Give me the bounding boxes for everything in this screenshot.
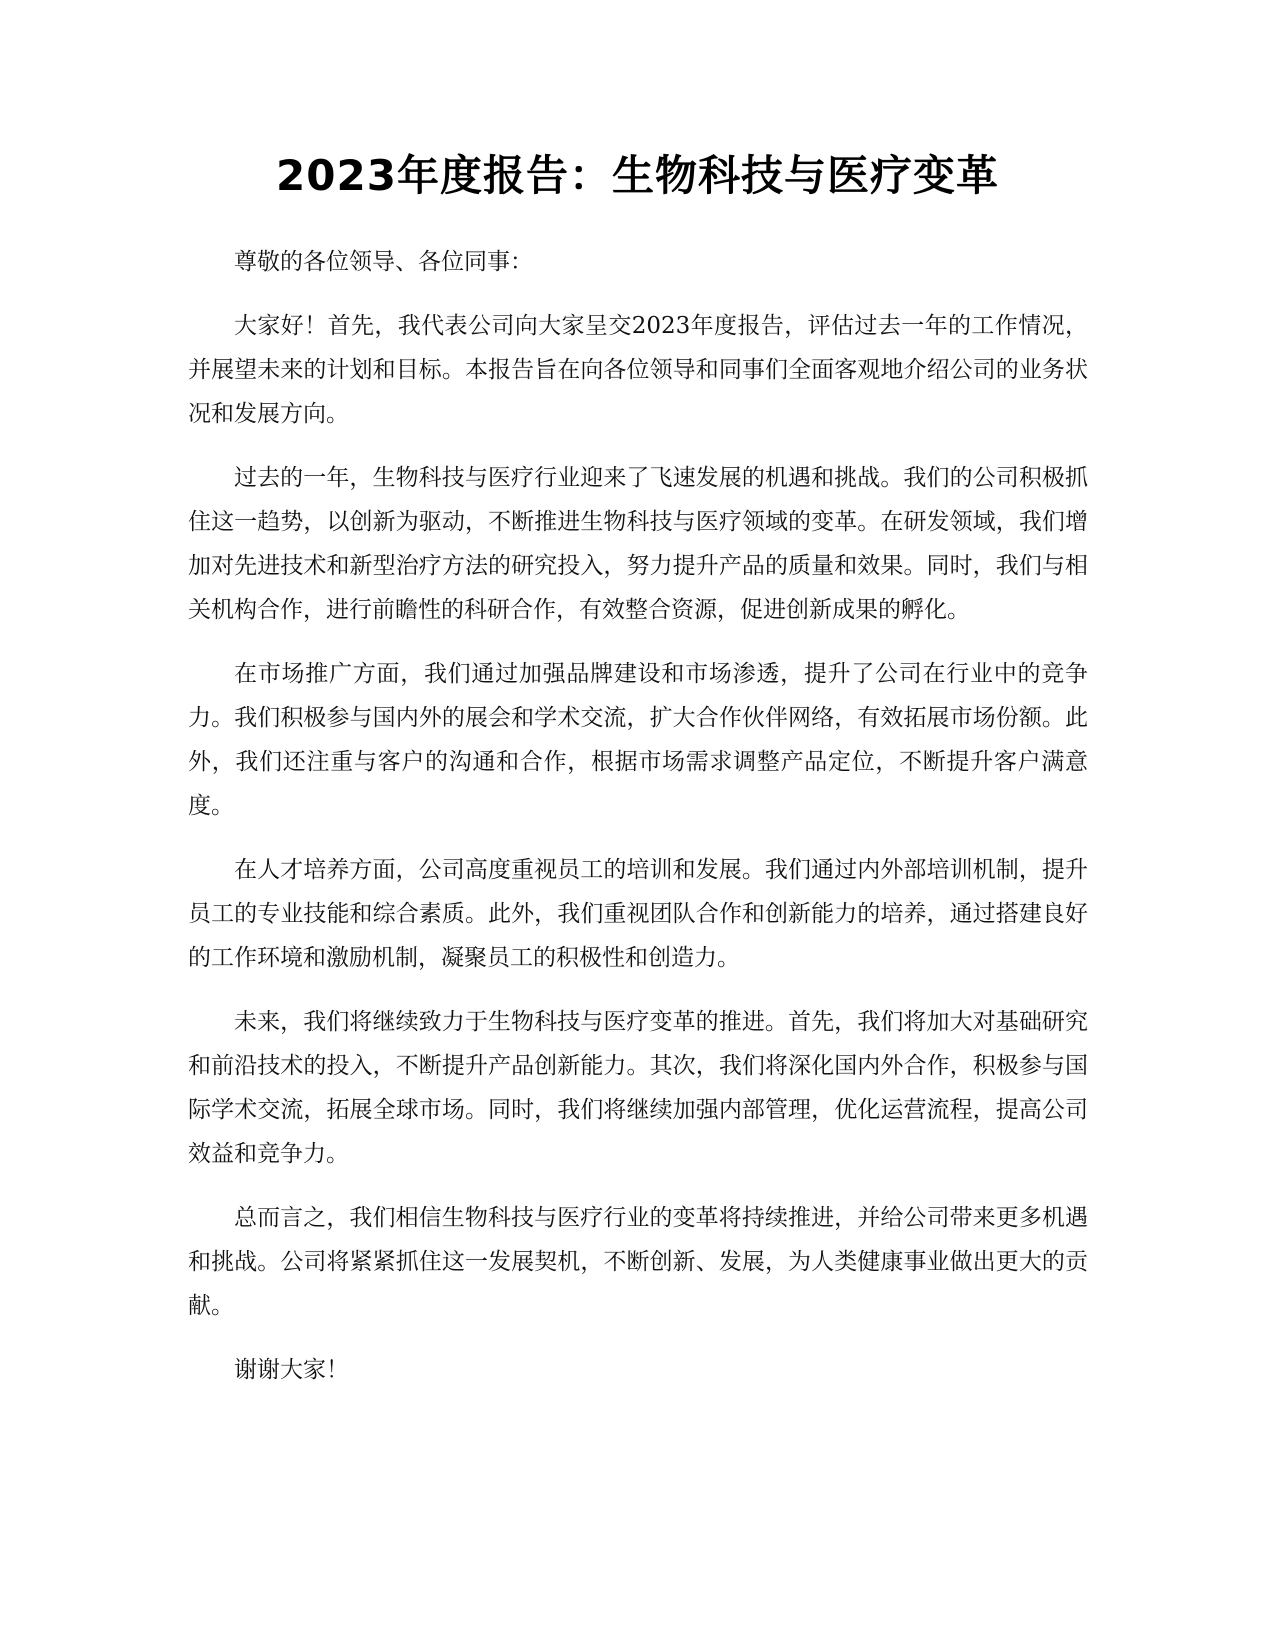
document-body (188, 240, 1088, 1412)
paragraph-past-year: 过去的一年，生物科技与医疗行业迎来了飞速发展的机遇和挑战。我们的公司积极抓住这一趋势，以创新为驱动，不断推进生物科技与医疗领域的变革。在研发领域，我们增加对先进技术和新型治疗方法的研究投入，努力提升产品的质量和效果。同时，我们与相关机构合作，进行前瞻性的科研合作，有效整合资源，促进创新成果的孵化。 (188, 465, 1088, 623)
paragraph-marketing: 在市场推广方面，我们通过加强品牌建设和市场渗透，提升了公司在行业中的竞争力。我们积极参与国内外的展会和学术交流，扩大合作伙伴网络，有效拓展市场份额。此外，我们还注重与客户的沟通和合作，根据市场需求调整产品定位，不断提升客户满意度。 (188, 661, 1088, 819)
salutation: 尊敬的各位领导、各位同事： (234, 249, 533, 275)
paragraph-conclusion: 总而言之，我们相信生物科技与医疗行业的变革将持续推进，并给公司带来更多机遇和挑战。公司将紧紧抓住这一发展契机，不断创新、发展，为人类健康事业做出更大的贡献。 (188, 1205, 1088, 1319)
paragraph-intro: 大家好！首先，我代表公司向大家呈交2023年度报告，评估过去一年的工作情况，并展望未来的计划和目标。本报告旨在向各位领导和同事们全面客观地介绍公司的业务状况和发展方向。 (188, 313, 1088, 427)
paragraph-future: 未来，我们将继续致力于生物科技与医疗变革的推进。首先，我们将加大对基础研究和前沿技术的投入，不断提升产品创新能力。其次，我们将深化国内外合作，积极参与国际学术交流，拓展全球市场。同时，我们将继续加强内部管理，优化运营流程，提高公司效益和竞争力。 (188, 1009, 1088, 1167)
closing-thanks: 谢谢大家！ (234, 1357, 349, 1383)
document-title: 2023年度报告：生物科技与医疗变革 (276, 151, 999, 200)
paragraph-talent: 在人才培养方面，公司高度重视员工的培训和发展。我们通过内外部培训机制，提升员工的专业技能和综合素质。此外，我们重视团队合作和创新能力的培养，通过搭建良好的工作环境和激励机制，凝聚员工的积极性和创造力。 (188, 857, 1088, 971)
